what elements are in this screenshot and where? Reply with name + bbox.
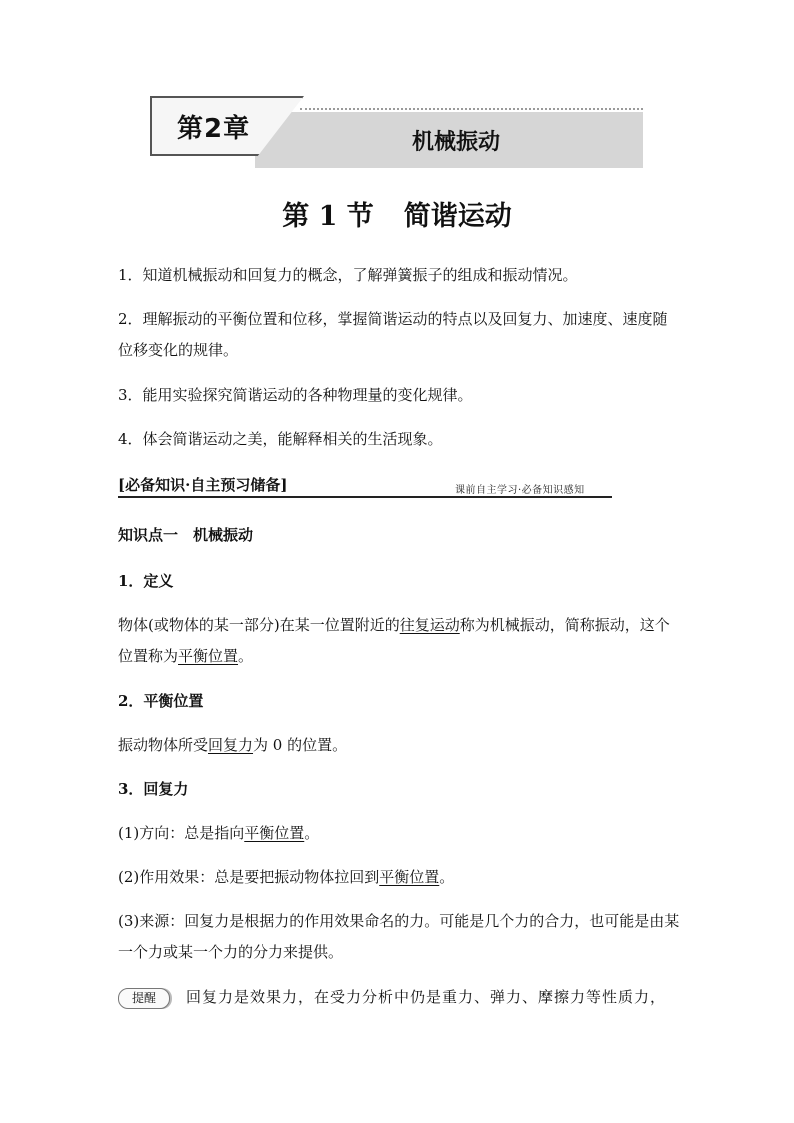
equilibrium-text: 振动物体所受 xyxy=(118,736,209,754)
blank-answer: 平衡位置 xyxy=(244,824,305,842)
restoring-direction xyxy=(118,818,319,848)
chapter-name: 机械振动 xyxy=(412,130,501,155)
blank-answer: 回复力 xyxy=(208,736,254,754)
band-divider xyxy=(118,496,612,498)
knowledge-heading: 知识点一 机械振动 xyxy=(118,526,254,544)
restoring-source: (3)来源：回复力是根据力的作用效果命名的力。可能是几个力的合力，也可能是由某一个力或某一个力的分力来提供。 xyxy=(118,912,680,961)
restoring-text: (1)方向：总是指向 xyxy=(118,824,245,842)
definition-text: 物体(或物体的某一部分)在某一位置附近的 xyxy=(118,616,400,634)
definition-title: 1．定义 xyxy=(118,572,174,590)
restoring-text: 。 xyxy=(304,824,320,842)
restoring-text: (2)作用效果：总是要把振动物体拉回到 xyxy=(118,868,380,886)
section-name: 简谐运动 xyxy=(403,201,512,232)
equilibrium-title: 2．平衡位置 xyxy=(118,692,204,710)
equilibrium-text: 为 0 的位置。 xyxy=(253,736,348,754)
section-number: 第 1 节 xyxy=(282,201,374,232)
blank-answer: 平衡位置 xyxy=(178,647,239,665)
band-title: [必备知识·自主预习储备] xyxy=(118,476,288,494)
definition-paragraph xyxy=(118,610,680,672)
blank-answer: 平衡位置 xyxy=(379,868,440,886)
restoring-force-title: 3．回复力 xyxy=(118,780,189,798)
definition-text: 。 xyxy=(238,647,254,665)
restoring-text: 。 xyxy=(439,868,455,886)
blank-answer: 往复运动 xyxy=(399,616,460,634)
equilibrium-paragraph xyxy=(118,730,347,760)
objective-item: 1．知道机械振动和回复力的概念，了解弹簧振子的组成和振动情况。 xyxy=(118,266,578,284)
objective-item: 2．理解振动的平衡位置和位移，掌握简谐运动的特点以及回复力、加速度、速度随位移变化的规律。 xyxy=(118,310,668,359)
reminder-text: 回复力是效果力，在受力分析中仍是重力、弹力、摩擦力等性质力， xyxy=(186,988,667,1006)
restoring-effect xyxy=(118,862,454,892)
chapter-banner-dotted-line xyxy=(300,108,643,110)
objective-item: 4．体会简谐运动之美，能解释相关的生活现象。 xyxy=(118,430,443,448)
objective-item: 3．能用实验探究简谐运动的各种物理量的变化规律。 xyxy=(118,386,473,404)
definition-text: 称为机械振动，简称振动，这个位置称为 xyxy=(118,616,670,665)
chapter-label: 第2章 xyxy=(177,114,251,144)
section-title xyxy=(0,194,794,233)
reminder-badge: 提醒 xyxy=(118,988,170,1009)
band-subtitle: 课前自主学习·必备知识感知 xyxy=(455,485,585,496)
